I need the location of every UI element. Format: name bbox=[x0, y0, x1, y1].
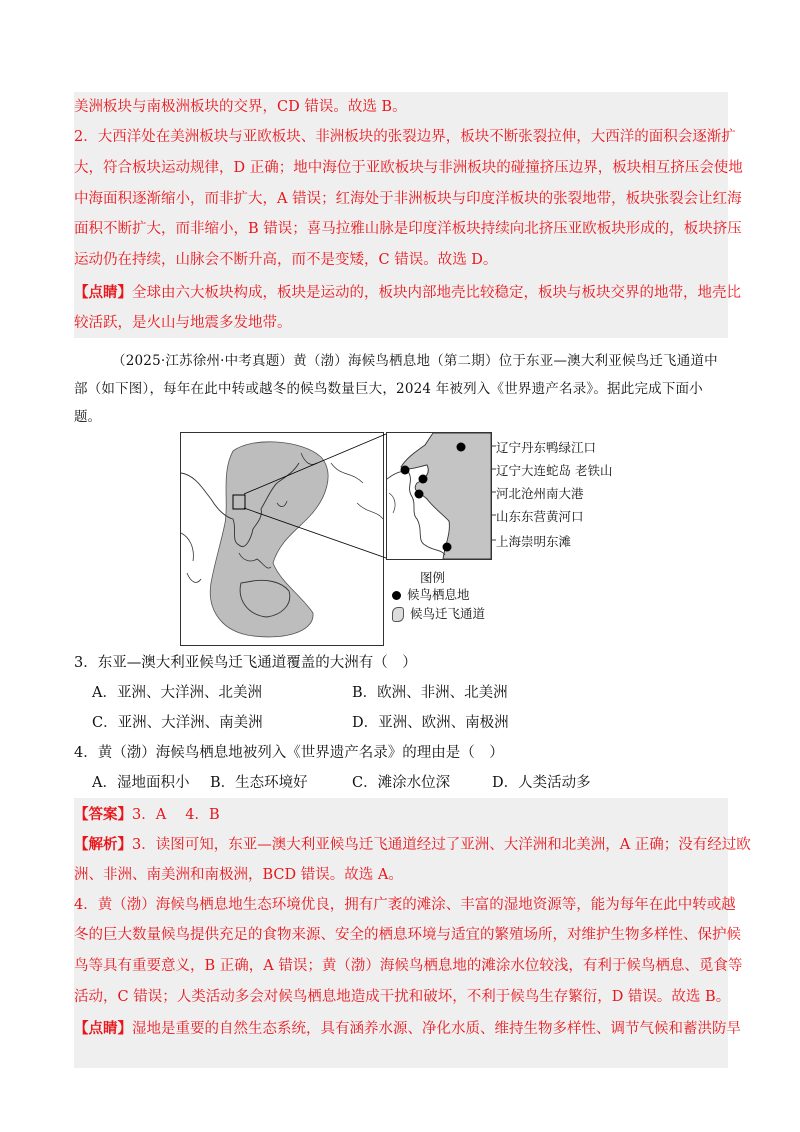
question-4-stem: 4．黄（渤）海候鸟栖息地被列入《世界遗产名录》的理由是（ ） bbox=[74, 745, 504, 761]
analysis-line: 冬的巨大数量候鸟提供充足的食物来源、安全的栖息环境与适宜的繁殖场所，对维护生物多样性、保护候 bbox=[74, 927, 741, 943]
question-3-option-a: A．亚洲、大洋洲、北美洲 bbox=[92, 685, 262, 701]
question-4-option-d: D．人类活动多 bbox=[492, 775, 591, 791]
analysis-text: 3．读图可知，东亚—澳大利亚候鸟迁飞通道经过了亚洲、大洋洲和北美洲，A 正确；没有经过欧 bbox=[132, 837, 751, 853]
legend-route-text: 候鸟迁飞通道 bbox=[410, 606, 486, 621]
explanation-line: 运动仍在持续，山脉会不断升高，而不是变矮，C 错误。故选 D。 bbox=[74, 252, 498, 268]
question-intro: （2025·江苏徐州·中考真题）黄（渤）海候鸟栖息地（第二期）位于东亚—澳大利亚候鸟迁飞通道中 bbox=[112, 353, 718, 369]
analysis-line: 鸟等具有重要意义，B 正确，A 错误；黄（渤）海候鸟栖息地的滩涂水位较浅，有利于候鸟栖息、觅食等 bbox=[74, 958, 743, 974]
site-label: 上海崇明东滩 bbox=[496, 534, 572, 549]
site-label: 山东东营黄河口 bbox=[496, 509, 584, 524]
black-dot-icon bbox=[392, 591, 401, 600]
site-dot-dandong bbox=[457, 443, 466, 452]
question-3-stem: 3．东亚—澳大利亚候鸟迁飞通道覆盖的大洲有（ ） bbox=[74, 655, 417, 671]
tip-text: 全球由六大板块构成，板块是运动的，板块内部地壳比较稳定，板块与板块交界的地带，地壳比 bbox=[132, 285, 741, 301]
flyway-swatch-icon bbox=[392, 607, 404, 622]
tip-tag: 【点睛】 bbox=[74, 284, 132, 301]
answer-text: 3．A 4．B bbox=[132, 807, 220, 823]
site-label: 辽宁大连蛇岛 老铁山 bbox=[496, 463, 613, 478]
site-dot-dalian bbox=[401, 466, 410, 475]
explanation-line: 2．大西洋处在美洲板块与亚欧板块、非洲板块的张裂边界，板块不断张裂拉伸，大西洋的面积会逐渐扩 bbox=[74, 129, 736, 145]
question-intro: 题。 bbox=[74, 409, 101, 425]
analysis-line: 活动，C 错误；人类活动多会对候鸟栖息地造成干扰和破坏，不利于候鸟生存繁衍，D 错误。故选 B。 bbox=[74, 989, 731, 1005]
question-3-option-c: C．亚洲、大洋洲、南美洲 bbox=[92, 715, 263, 731]
site-label: 河北沧州南大港 bbox=[496, 486, 584, 501]
answer-tag: 【答案】 bbox=[74, 806, 132, 823]
legend-site bbox=[392, 585, 470, 603]
inset-map-svg bbox=[387, 433, 491, 559]
site-label: 辽宁丹东鸭绿江口 bbox=[496, 440, 597, 455]
question-3-option-d: D．亚洲、欧洲、南极洲 bbox=[352, 715, 509, 731]
analysis-line: 洲、非洲、南美洲和南极洲，BCD 错误。故选 A。 bbox=[74, 867, 403, 883]
yellow-bohai-inset-map bbox=[386, 432, 492, 560]
site-dot-dongying bbox=[415, 490, 424, 499]
question-4-option-c: C．滩涂水位深 bbox=[352, 775, 451, 791]
tip-line bbox=[74, 1014, 741, 1044]
tip-tag: 【点睛】 bbox=[74, 1020, 132, 1037]
explanation-line: 美洲板块与南极洲板块的交界，CD 错误。故选 B。 bbox=[74, 99, 407, 115]
site-dot-chongming bbox=[443, 543, 452, 552]
tip-line: 较活跃，是火山与地震多发地带。 bbox=[74, 315, 292, 331]
tip-text: 湿地是重要的自然生态系统，具有涵养水源、净化水质、维持生物多样性、调节气候和蓄洪防旱 bbox=[132, 1021, 741, 1037]
explanation-line: 面积不断扩大，而非缩小，B 错误；喜马拉雅山脉是印度洋板块持续向北挤压亚欧板块形成的，板块挤压 bbox=[74, 221, 742, 237]
question-3-option-b: B．欧洲、非洲、北美洲 bbox=[352, 685, 508, 701]
answer-line bbox=[74, 800, 728, 830]
explanation-line: 大，符合板块运动规律，D 正确；地中海位于亚欧板块与非洲板块的碰撞挤压边界，板块相互挤压会使地 bbox=[74, 160, 743, 176]
question-4-option-b: B．生态环境好 bbox=[210, 775, 308, 791]
question-intro: 部（如下图），每年在此中转或越冬的候鸟数量巨大，2024 年被列入《世界遗产名录》。据此完成下面小 bbox=[74, 381, 703, 397]
analysis-tag: 【解析】 bbox=[74, 836, 132, 853]
analysis-line bbox=[74, 830, 751, 860]
analysis-line: 4．黄（渤）海候鸟栖息地生态环境优良，拥有广袤的滩涂、丰富的湿地资源等，能为每年在此中转或越 bbox=[74, 897, 736, 913]
question-4-option-a: A．湿地面积小 bbox=[92, 775, 190, 791]
legend-route bbox=[392, 604, 485, 622]
explanation-line: 中海面积逐渐缩小，而非扩大，A 错误；红海处于非洲板块与印度洋板块的张裂地带，板块张裂会让红海 bbox=[74, 191, 742, 207]
legend-site-text: 候鸟栖息地 bbox=[407, 587, 470, 602]
site-dot-cangzhou bbox=[419, 475, 428, 484]
legend-title: 图例 bbox=[420, 570, 446, 585]
